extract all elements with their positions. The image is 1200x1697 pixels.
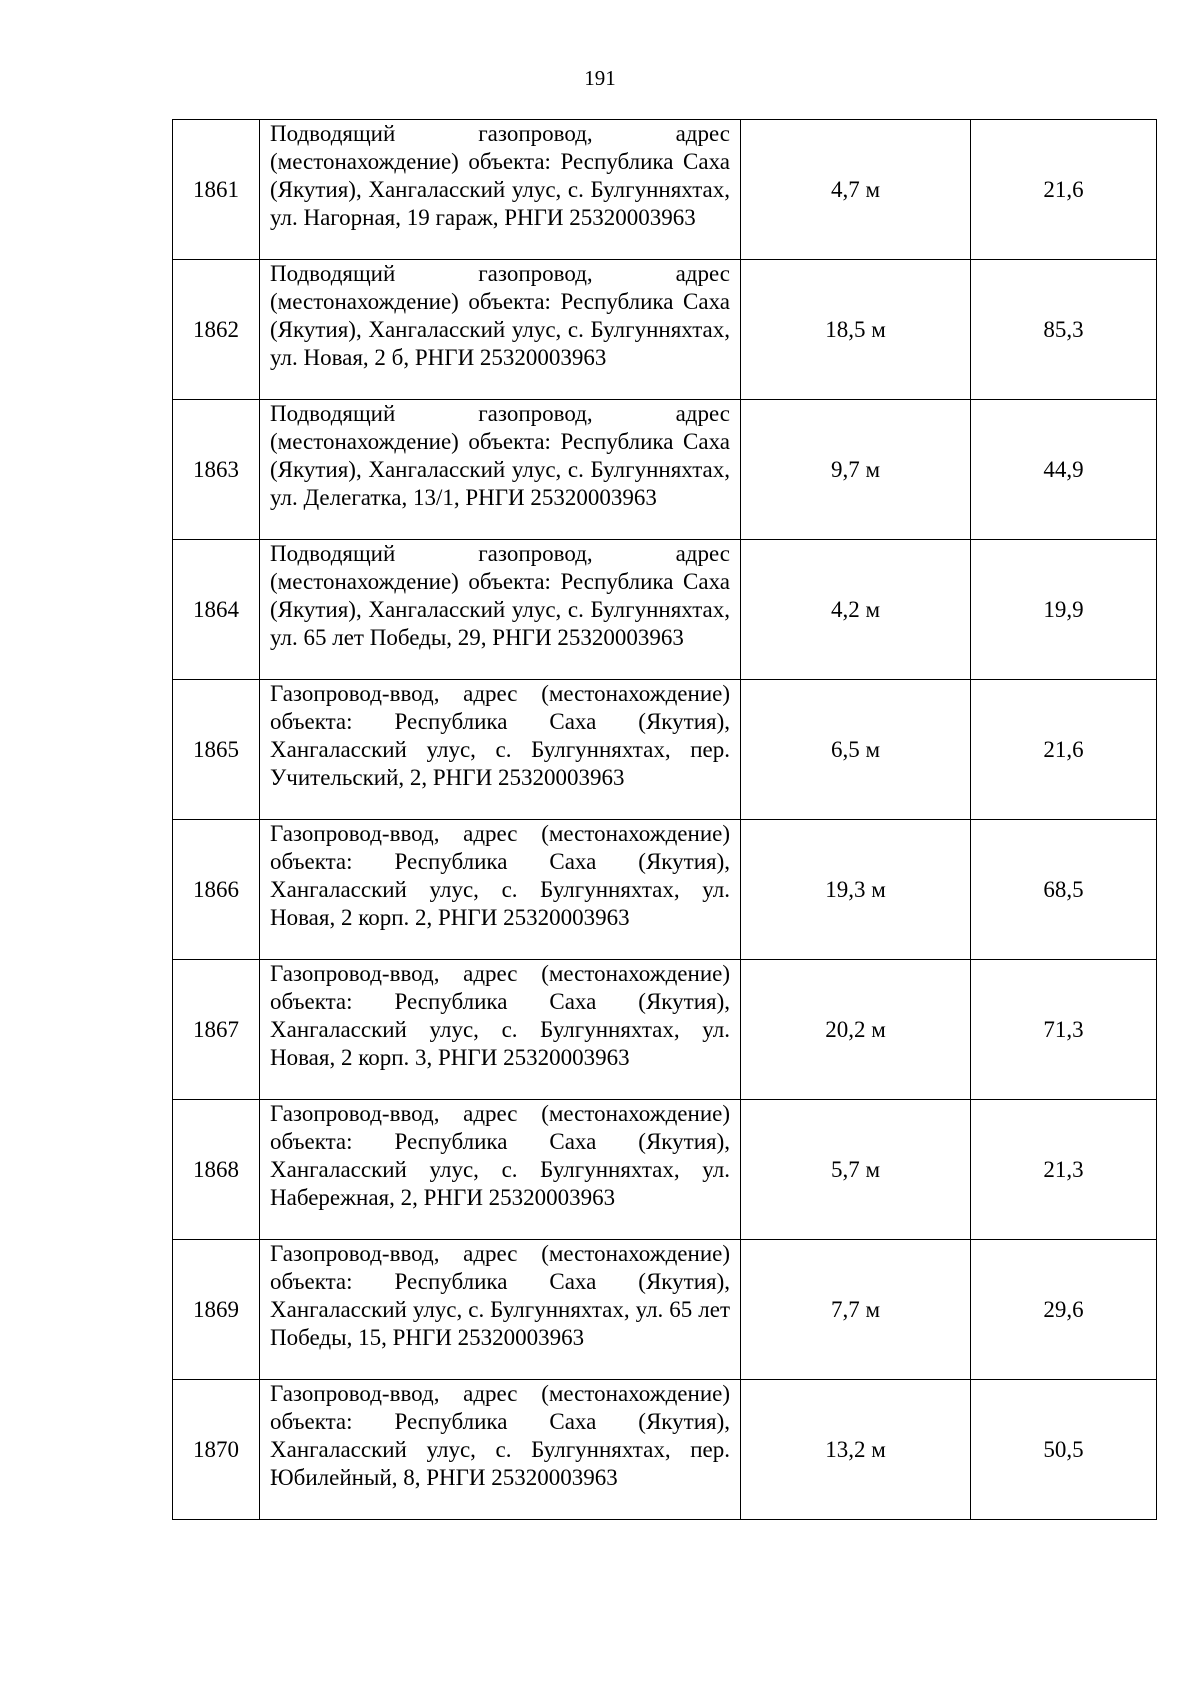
table-row xyxy=(173,1240,1157,1380)
object-length: 6,5 м xyxy=(741,680,971,820)
row-number: 1864 xyxy=(173,540,260,680)
object-description: Подводящий газопровод, адрес (местонахождение) объекта: Республика Саха (Якутия), Хангаласский улус, с. Булгунняхтах, ул. Нагорная, 19 гараж, РНГИ 25320003963 xyxy=(260,120,741,260)
object-value: 19,9 xyxy=(971,540,1157,680)
object-length: 4,2 м xyxy=(741,540,971,680)
property-table-body xyxy=(173,120,1157,1520)
object-value: 21,3 xyxy=(971,1100,1157,1240)
object-description: Газопровод-ввод, адрес (местонахождение) объекта: Республика Саха (Якутия), Хангаласский улус, с. Булгунняхтах, пер. Учительский, 2, РНГИ 25320003963 xyxy=(260,680,741,820)
object-value: 50,5 xyxy=(971,1380,1157,1520)
object-description: Газопровод-ввод, адрес (местонахождение) объекта: Республика Саха (Якутия), Хангаласский улус, с. Булгунняхтах, ул. 65 лет Победы, 15, РНГИ 25320003963 xyxy=(260,1240,741,1380)
object-length: 7,7 м xyxy=(741,1240,971,1380)
row-number: 1862 xyxy=(173,260,260,400)
object-description: Газопровод-ввод, адрес (местонахождение) объекта: Республика Саха (Якутия), Хангаласский улус, с. Булгунняхтах, ул. Новая, 2 корп. 3, РНГИ 25320003963 xyxy=(260,960,741,1100)
row-number: 1865 xyxy=(173,680,260,820)
object-description: Подводящий газопровод, адрес (местонахождение) объекта: Республика Саха (Якутия), Хангаласский улус, с. Булгунняхтах, ул. 65 лет Победы, 29, РНГИ 25320003963 xyxy=(260,540,741,680)
property-table xyxy=(172,119,1157,1520)
table-row xyxy=(173,680,1157,820)
row-number: 1869 xyxy=(173,1240,260,1380)
object-value: 29,6 xyxy=(971,1240,1157,1380)
row-number: 1866 xyxy=(173,820,260,960)
table-row xyxy=(173,960,1157,1100)
object-length: 20,2 м xyxy=(741,960,971,1100)
object-description: Подводящий газопровод, адрес (местонахождение) объекта: Республика Саха (Якутия), Хангаласский улус, с. Булгунняхтах, ул. Новая, 2 б, РНГИ 25320003963 xyxy=(260,260,741,400)
row-number: 1868 xyxy=(173,1100,260,1240)
table-row xyxy=(173,260,1157,400)
object-description: Газопровод-ввод, адрес (местонахождение) объекта: Республика Саха (Якутия), Хангаласский улус, с. Булгунняхтах, ул. Набережная, 2, РНГИ 25320003963 xyxy=(260,1100,741,1240)
table-row xyxy=(173,120,1157,260)
object-value: 21,6 xyxy=(971,120,1157,260)
object-value: 21,6 xyxy=(971,680,1157,820)
object-description: Газопровод-ввод, адрес (местонахождение) объекта: Республика Саха (Якутия), Хангаласский улус, с. Булгунняхтах, пер. Юбилейный, 8, РНГИ 25320003963 xyxy=(260,1380,741,1520)
object-length: 5,7 м xyxy=(741,1100,971,1240)
table-row xyxy=(173,540,1157,680)
object-length: 18,5 м xyxy=(741,260,971,400)
object-description: Подводящий газопровод, адрес (местонахождение) объекта: Республика Саха (Якутия), Хангаласский улус, с. Булгунняхтах, ул. Делегатка, 13/1, РНГИ 25320003963 xyxy=(260,400,741,540)
object-length: 19,3 м xyxy=(741,820,971,960)
table-row xyxy=(173,820,1157,960)
object-value: 68,5 xyxy=(971,820,1157,960)
row-number: 1861 xyxy=(173,120,260,260)
row-number: 1863 xyxy=(173,400,260,540)
row-number: 1867 xyxy=(173,960,260,1100)
object-value: 85,3 xyxy=(971,260,1157,400)
table-row xyxy=(173,1380,1157,1520)
page-number: 191 xyxy=(584,66,616,90)
object-description: Газопровод-ввод, адрес (местонахождение) объекта: Республика Саха (Якутия), Хангаласский улус, с. Булгунняхтах, ул. Новая, 2 корп. 2, РНГИ 25320003963 xyxy=(260,820,741,960)
table-row xyxy=(173,1100,1157,1240)
object-value: 44,9 xyxy=(971,400,1157,540)
row-number: 1870 xyxy=(173,1380,260,1520)
object-length: 9,7 м xyxy=(741,400,971,540)
object-length: 13,2 м xyxy=(741,1380,971,1520)
table-row xyxy=(173,400,1157,540)
object-value: 71,3 xyxy=(971,960,1157,1100)
object-length: 4,7 м xyxy=(741,120,971,260)
